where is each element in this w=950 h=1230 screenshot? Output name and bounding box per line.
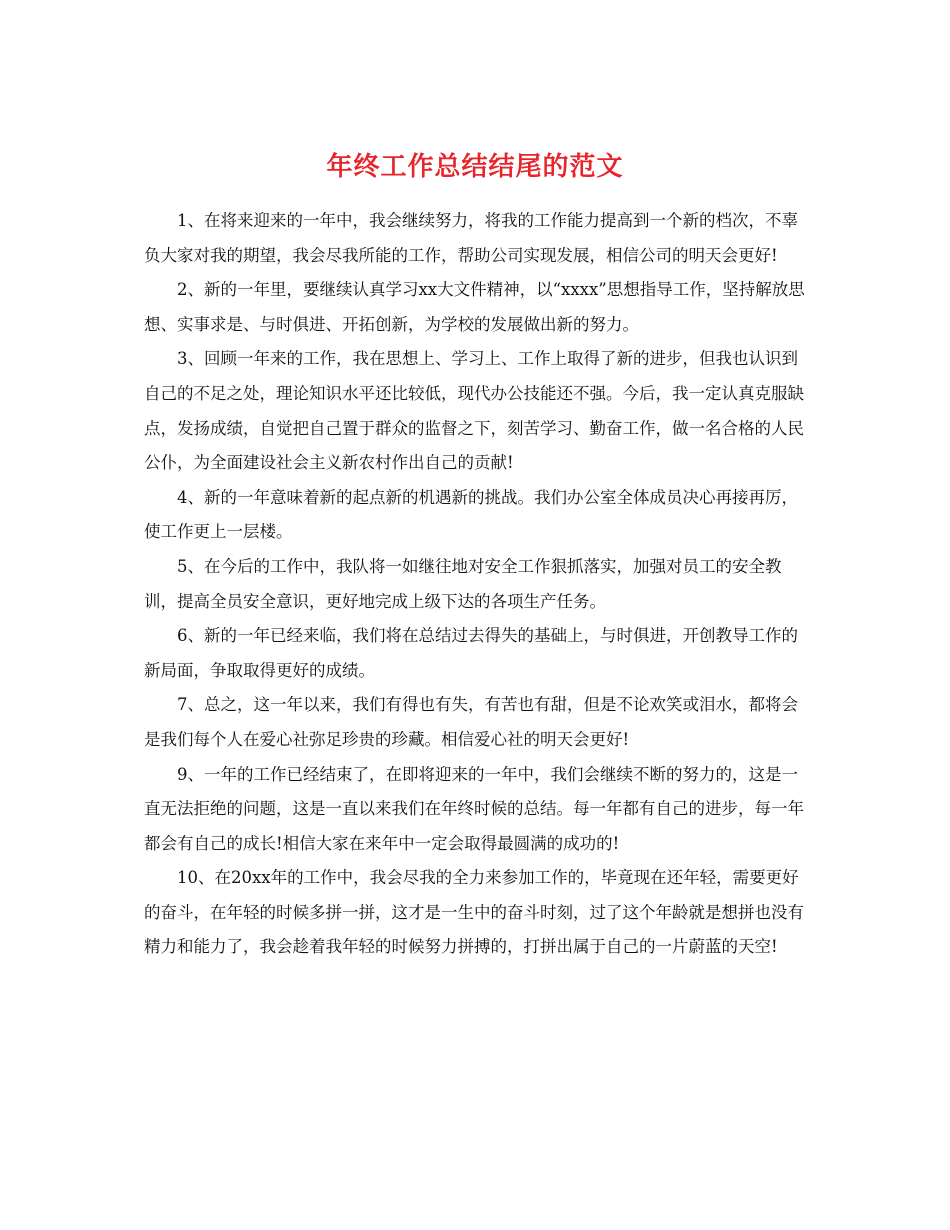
paragraph-1: 1、在将来迎来的一年中，我会继续努力，将我的工作能力提高到一个新的档次，不辜负大家对我的期望，我会尽我所能的工作，帮助公司实现发展，相信公司的明天会更好! — [144, 211, 798, 265]
paragraph-3: 3、回顾一年来的工作，我在思想上、学习上、工作上取得了新的进步，但我也认识到自己的不足之处，理论知识水平还比较低，现代办公技能还不强。今后，我一定认真克服缺点，发扬成绩，自觉把自己置于群众的监督之下，刻苦学习、勤奋工作，做一名合格的人民公仆，为全面建设社会主义新农村作出自己的贡献! — [144, 349, 804, 473]
paragraph-5: 5、在今后的工作中，我队将一如继往地对安全工作狠抓落实，加强对员工的安全教训，提高全员安全意识，更好地完成上级下达的各项生产任务。 — [144, 556, 782, 611]
paragraph-4: 4、新的一年意味着新的起点新的机遇新的挑战。我们办公室全体成员决心再接再厉，使工作更上一层楼。 — [144, 487, 798, 542]
paragraph-2: 2、新的一年里，要继续认真学习xx大文件精神，以“xxxx”思想指导工作，坚持解放思想、实事求是、与时俱进、开拓创新，为学校的发展做出新的努力。 — [144, 280, 805, 334]
document-title: 年终工作总结结尾的范文 — [326, 152, 624, 183]
paragraph-9: 9、一年的工作已经结束了，在即将迎来的一年中，我们会继续不断的努力的，这是一直无法拒绝的问题，这是一直以来我们在年终时候的总结。每一年都有自己的进步，每一年都会有自己的成长!相信大家在来年中一定会取得最圆满的成功的! — [144, 764, 804, 853]
paragraph-10: 10、在20xx年的工作中，我会尽我的全力来参加工作的，毕竟现在还年轻，需要更好的奋斗，在年轻的时候多拼一拼，这才是一生中的奋斗时刻，过了这个年龄就是想拼也没有精力和能力了，我会趁着我年轻的时候努力拼搏的，打拼出属于自己的一片蔚蓝的天空! — [144, 868, 804, 957]
document-body — [144, 204, 814, 965]
paragraph-6: 6、新的一年已经来临，我们将在总结过去得失的基础上，与时俱进，开创教导工作的新局面，争取取得更好的成绩。 — [144, 626, 798, 680]
paragraph-7: 7、总之，这一年以来，我们有得也有失，有苦也有甜，但是不论欢笑或泪水，都将会是我们每个人在爱心社弥足珍贵的珍藏。相信爱心社的明天会更好! — [144, 695, 798, 749]
